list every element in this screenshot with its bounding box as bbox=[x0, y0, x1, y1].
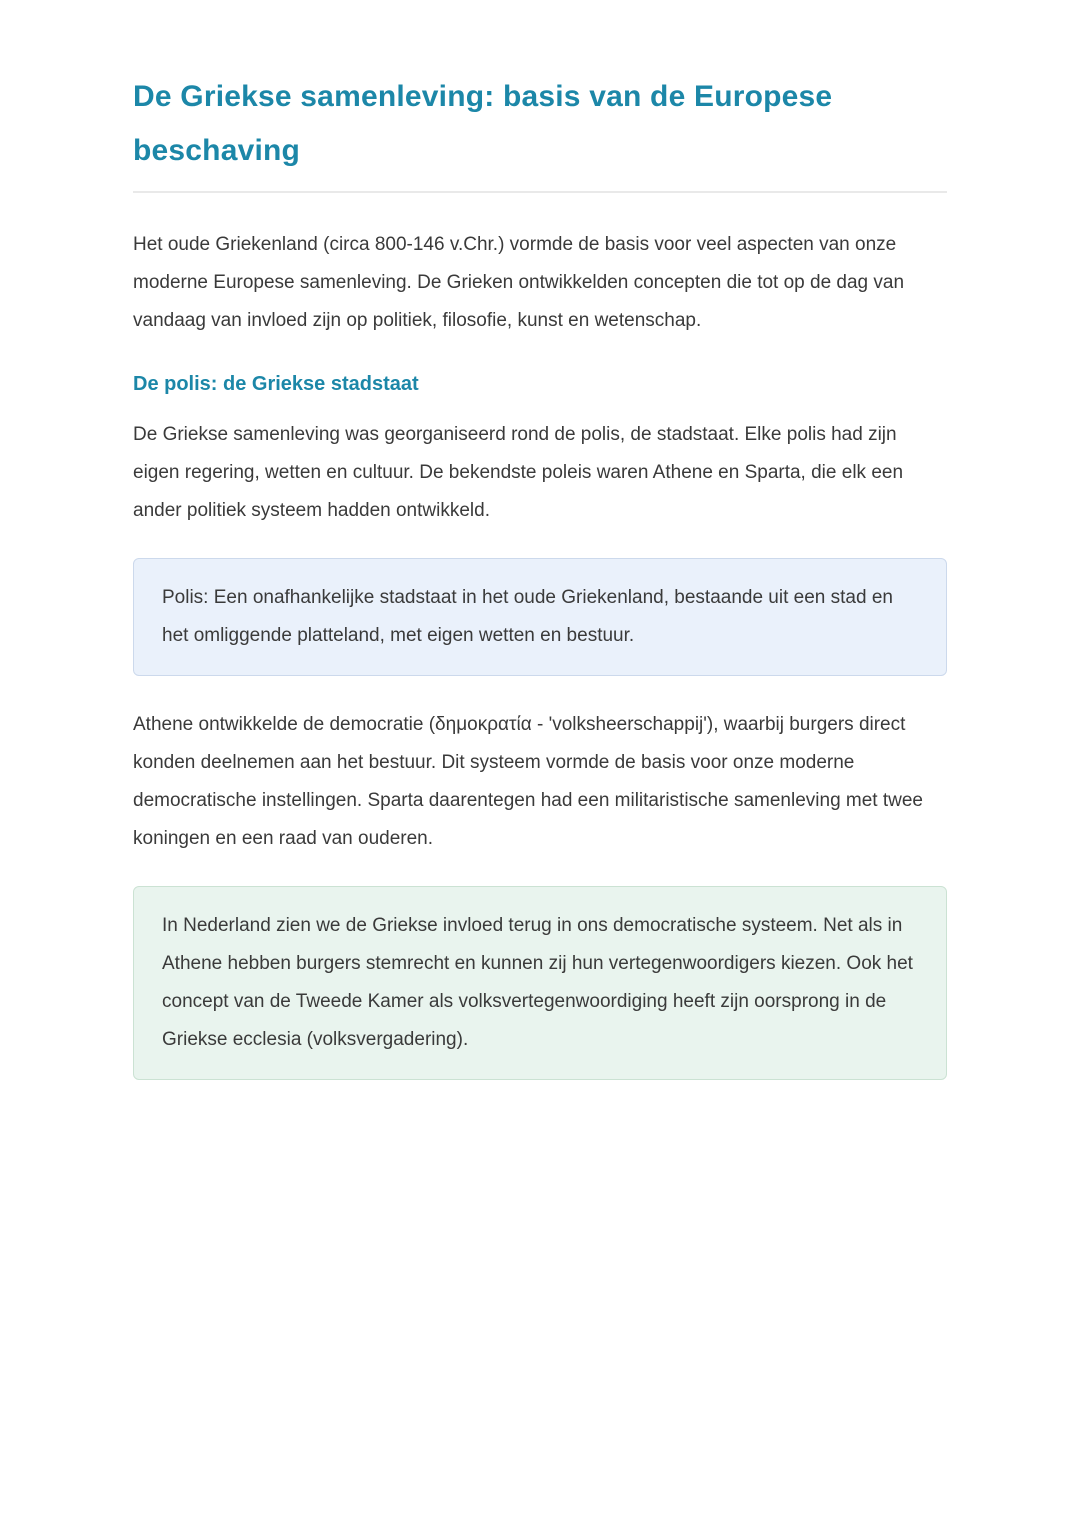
title-divider bbox=[133, 191, 947, 193]
page-title: De Griekse samenleving: basis van de Europese beschaving bbox=[133, 80, 833, 167]
intro-paragraph: Het oude Griekenland (circa 800-146 v.Chr.) vormde de basis voor veel aspecten van onze moderne Europese samenleving. De Grieken ontwikkelden concepten die tot op de dag van vandaag van invloed zijn op politiek, filosofie, kunst en wetenschap. bbox=[133, 234, 905, 331]
example-text: In Nederland zien we de Griekse invloed terug in ons democratische systeem. Net als in Athene hebben burgers stemrecht en kunnen zij hun vertegenwoordigers kiezen. Ook het concept van de Tweede Kamer als volksvertegenwoordiging heeft zijn oorsprong in de Griekse ecclesia (volksvergadering). bbox=[162, 915, 913, 1050]
democracy-paragraph: Athene ontwikkelde de democratie (δημοκρατία - 'volksheerschappij'), waarbij burgers direct konden deelnemen aan het bestuur. Dit systeem vormde de basis voor onze moderne democratische instellingen. Sparta daarentegen had een militaristische samenleving met twee koningen en een raad van ouderen. bbox=[133, 714, 923, 849]
definition-callout-box bbox=[133, 558, 947, 676]
polis-paragraph: De Griekse samenleving was georganiseerd rond de polis, de stadstaat. Elke polis had zijn eigen regering, wetten en cultuur. De bekendste poleis waren Athene en Sparta, die elk een ander politiek systeem hadden ontwikkeld. bbox=[133, 424, 904, 521]
example-callout-box bbox=[133, 886, 947, 1080]
definition-text: Polis: Een onafhankelijke stadstaat in het oude Griekenland, bestaande uit een stad en het omliggende platteland, met eigen wetten en bestuur. bbox=[162, 587, 893, 646]
section-heading-polis: De polis: de Griekse stadstaat bbox=[133, 373, 419, 395]
